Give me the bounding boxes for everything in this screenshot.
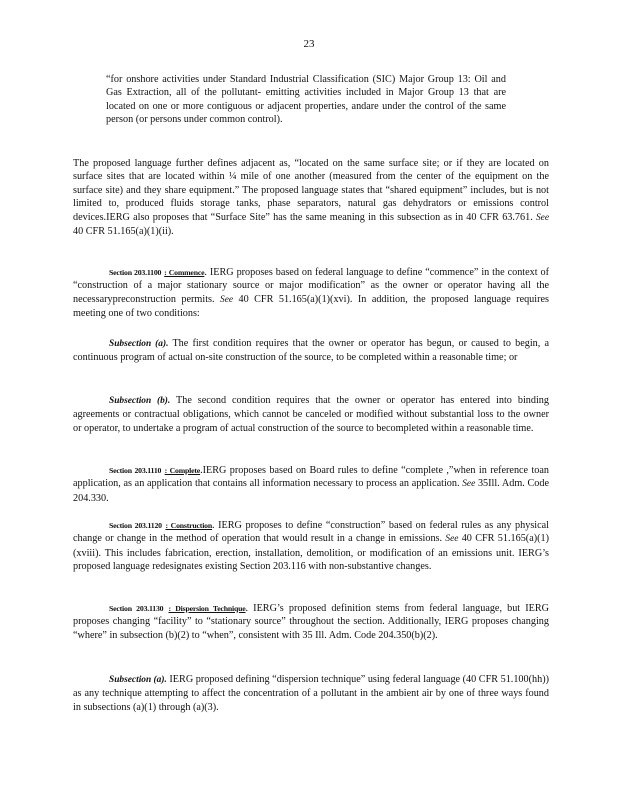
paragraph-text: 40 CFR 51.165(a)(1)(xvi). In addition, the proposed language requires meeting one of two conditions: (73, 293, 549, 320)
paragraph-section-203-1100 (73, 266, 549, 321)
paragraph-subsection-b (73, 394, 549, 435)
see-citation: See (535, 212, 549, 223)
paragraph-text: The second condition requires that the owner or operator has entered into binding agreements or contractual obligations, which cannot be canceled or modified without substantial loss to the owner or operator, to undertake a program of actual construction of the source to becompleted within a reasonable time. (73, 395, 549, 434)
paragraph-text: . IERG proposes to define “construction” based on federal rules as any physical change or change in the method of operation that would result in a change in emissions. (73, 520, 550, 545)
section-heading-number: Section 203.1110 (109, 466, 162, 475)
section-heading-title: : Complete (164, 466, 201, 475)
see-citation: See (462, 479, 476, 490)
section-heading-title: : Dispersion Technique (168, 604, 246, 613)
paragraph-text: 40 CFR 51.165(a)(1)(xviii). This includes fabrication, erection, installation, demolition, or modification of an emissions unit. IERG’s proposed language redesignates existing Section 203.116 with non-substantive changes. (73, 533, 549, 573)
section-heading-number: Section 203.1130 (109, 604, 164, 613)
paragraph-subsection-a (73, 337, 549, 365)
paragraph-text: 35Ill. Adm. Code 204.330. (73, 478, 549, 504)
paragraph-dispersion-subsection-a (73, 673, 549, 714)
paragraph-adjacent-definition (73, 157, 549, 238)
subsection-label: Subsection (a). (109, 339, 169, 349)
paragraph-section-203-1110 (73, 464, 549, 505)
section-heading-number: Section 203.1120 (109, 521, 162, 530)
paragraph-text: 40 CFR 51.165(a)(1)(ii). (73, 226, 174, 238)
subsection-label: Subsection (a). (109, 675, 167, 685)
paragraph-text: .IERG proposes based on Board rules to define “complete ,”when in reference toan application, as an application that contains all information necessary to process an application. (73, 465, 550, 490)
paragraph-text: The first condition requires that the owner or operator has begun, or caused to begin, a continuous program of actual on-site construction of the source, to be completed within a reasonable time; or (73, 338, 549, 364)
paragraph-text: . IERG’s proposed definition stems from federal language, but IERG proposes changing “facility” to “stationary source” throughout the section. Additionally, IERG proposes changing “where” in subsection (b)(2) to “when”, consistent with 35 Ill. Adm. Code 204.350(b)(2). (73, 603, 550, 641)
section-heading-number: Section 203.1100 (109, 268, 162, 277)
see-citation: See (220, 294, 234, 305)
section-heading-title: : Construction (165, 521, 212, 530)
paragraph-text: The proposed language further defines adjacent as, “located on the same surface site; or if they are located on surface sites that are located within ¼ mile of one another (measured from the center of the equipment on the surface site) and they share equipment.” The proposed language states that “shared equipment” includes, but is not limited to, produced fluids storage tanks, phase separators, natural gas dehydrators or emissions control devices.IERG also proposes that “Surface Site” has the same meaning in this subsection as in 40 CFR 63.761. (73, 158, 549, 223)
subsection-label: Subsection (b). (109, 396, 171, 406)
section-heading-title: : Commence (164, 268, 205, 277)
paragraph-text: IERG proposed defining “dispersion technique” using federal language (40 CFR 51.100(hh)) as any technique attempting to affect the concentration of a pollutant in the ambient air by one of three ways found in subsections (a)(1) through (a)(3). (73, 674, 549, 713)
paragraph-section-203-1120 (73, 519, 549, 574)
see-citation: See (445, 534, 459, 545)
paragraph-text: . IERG proposes based on federal language to define “commence” in the context of “construction of a major stationary source or major modification” as the owner or operator having all the necessarypreconstruction permits. (73, 267, 549, 305)
block-quote: “for onshore activities under Standard Industrial Classification (SIC) Major Group 13: Oil and Gas Extraction, all of the pollutant- emitting activities included in Major Group 13 that are located on one or more contiguous or adjacent properties, andare under the control of the same person (or persons under common control). (106, 74, 506, 126)
page-number: 23 (303, 38, 315, 50)
paragraph-section-203-1130 (73, 602, 549, 642)
